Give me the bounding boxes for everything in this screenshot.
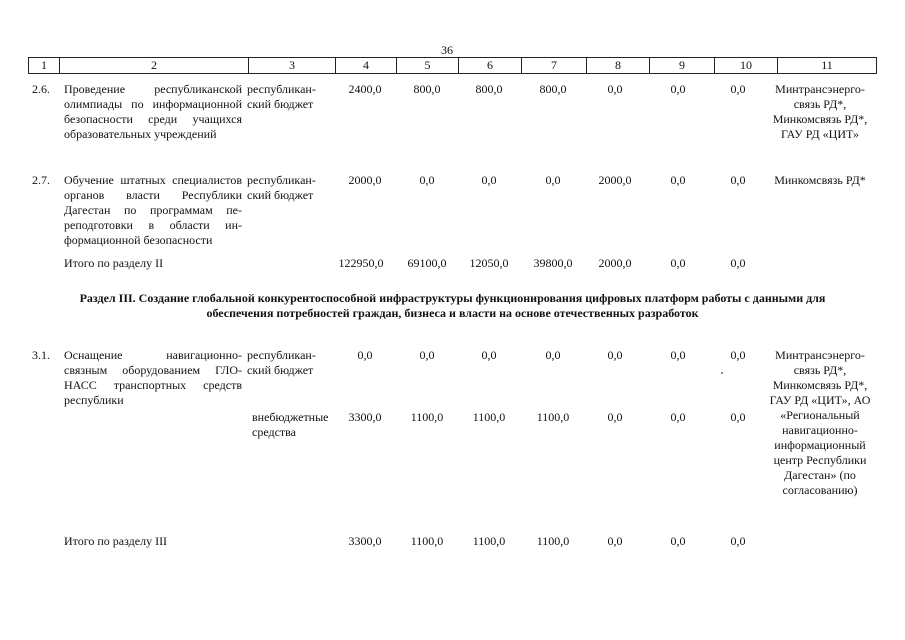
header-col-2: 2 bbox=[60, 58, 249, 74]
total-section-3-value-9: 0,0 bbox=[670, 534, 686, 548]
row-3-1-extrabudget-value-7: 1100,0 bbox=[536, 410, 570, 424]
row-2-6-value-8: 0,0 bbox=[607, 82, 623, 96]
row-2-7-name: Обучение штатных специалистов органов власти Республики Дагестан по программам переподготовки в области информационной безопасности bbox=[64, 173, 242, 247]
row-3-1-extrabudget-value-9: 0,0 bbox=[670, 410, 686, 424]
row-3-1-budget-value-8: 0,0 bbox=[607, 348, 623, 362]
row-2-6-name: Проведение республиканской олимпиады по информационной безопасности среди учащихся образовательных учреждений bbox=[64, 82, 242, 141]
row-2-7-value-9: 0,0 bbox=[670, 173, 686, 187]
row-2-7-executor: Минкомсвязь РД* bbox=[774, 173, 866, 187]
row-2-7-source: республиканский бюджет bbox=[247, 173, 316, 202]
row-3-1-name: Оснащение навигационно-связным оборудованием ГЛОНАСС транспортных средств республики bbox=[64, 348, 242, 407]
total-section-3-value-8: 0,0 bbox=[607, 534, 623, 548]
row-2-7-total: 2000,0 bbox=[348, 173, 382, 187]
scan-speck bbox=[721, 372, 723, 374]
row-3-1-budget-total: 0,0 bbox=[357, 348, 373, 362]
section-3-title: Раздел III. Создание глобальной конкурентоспособной инфраструктуры функционирования цифровых платформ работы с данными для обеспечения потребностей граждан, бизнеса и власти на основе отечественных разработок bbox=[79, 291, 826, 320]
row-2-6-executor: Минтрансэнергосвязь РД*, Минкомсвязь РД*, ГАУ РД «ЦИТ» bbox=[772, 82, 868, 141]
row-2-6-total: 2400,0 bbox=[348, 82, 382, 96]
row-2-6-source: республиканский бюджет bbox=[247, 82, 316, 111]
header-col-6: 6 bbox=[459, 58, 522, 74]
header-col-5: 5 bbox=[397, 58, 459, 74]
row-3-1-extrabudget-value-8: 0,0 bbox=[607, 410, 623, 424]
total-section-2-value-5: 69100,0 bbox=[407, 256, 447, 270]
row-2-7-value-5: 0,0 bbox=[419, 173, 435, 187]
row-3-1-extrabudget-value-10: 0,0 bbox=[730, 410, 746, 424]
row-2-7-value-7: 0,0 bbox=[545, 173, 561, 187]
row-3-1-budget-value-10: 0,0 bbox=[730, 348, 746, 362]
header-col-10: 10 bbox=[715, 58, 778, 74]
total-section-2-value-10: 0,0 bbox=[730, 256, 746, 270]
row-3-1-number: 3.1. bbox=[32, 348, 50, 362]
row-3-1-budget-value-7: 0,0 bbox=[545, 348, 561, 362]
row-3-1-budget-value-9: 0,0 bbox=[670, 348, 686, 362]
row-2-6-number: 2.6. bbox=[32, 82, 50, 96]
row-2-6-value-10: 0,0 bbox=[730, 82, 746, 96]
total-section-3-value-6: 1100,0 bbox=[472, 534, 506, 548]
total-section-2-value-6: 12050,0 bbox=[469, 256, 509, 270]
row-3-1-extrabudget-value-5: 1100,0 bbox=[410, 410, 444, 424]
total-section-2-label: Итого по разделу II bbox=[64, 256, 164, 270]
header-row bbox=[29, 58, 877, 74]
total-section-3-label: Итого по разделу III bbox=[64, 534, 168, 548]
column-number-header bbox=[28, 57, 877, 74]
total-section-3-value-7: 1100,0 bbox=[536, 534, 570, 548]
header-col-4: 4 bbox=[336, 58, 397, 74]
header-col-11: 11 bbox=[778, 58, 877, 74]
total-section-2-total: 122950,0 bbox=[338, 256, 384, 270]
row-3-1-executor: Минтрансэнергосвязь РД*, Минкомсвязь РД*, ГАУ РД «ЦИТ», АО «Региональный навигационно-информационный центр Республики Дагестан» (по согласованию) bbox=[769, 348, 871, 497]
header-col-1: 1 bbox=[29, 58, 60, 74]
row-2-6-value-5: 800,0 bbox=[413, 82, 441, 96]
row-3-1-extrabudget-total: 3300,0 bbox=[348, 410, 382, 424]
total-section-2-value-8: 2000,0 bbox=[598, 256, 632, 270]
row-3-1-budget-value-6: 0,0 bbox=[481, 348, 497, 362]
total-section-3-total: 3300,0 bbox=[348, 534, 382, 548]
row-3-1-extrabudget-value-6: 1100,0 bbox=[472, 410, 506, 424]
row-2-7-value-6: 0,0 bbox=[481, 173, 497, 187]
header-col-7: 7 bbox=[522, 58, 587, 74]
total-section-2-value-9: 0,0 bbox=[670, 256, 686, 270]
header-col-3: 3 bbox=[249, 58, 336, 74]
total-section-3-value-10: 0,0 bbox=[730, 534, 746, 548]
row-3-1-source-extrabudget: внебюджетные средства bbox=[252, 410, 329, 439]
header-col-8: 8 bbox=[587, 58, 650, 74]
row-3-1-source-budget: республиканский бюджет bbox=[247, 348, 316, 377]
row-2-7-value-8: 2000,0 bbox=[598, 173, 632, 187]
row-3-1-budget-value-5: 0,0 bbox=[419, 348, 435, 362]
row-2-6-value-9: 0,0 bbox=[670, 82, 686, 96]
row-2-7-number: 2.7. bbox=[32, 173, 50, 187]
header-col-9: 9 bbox=[650, 58, 715, 74]
page-number: 36 bbox=[441, 43, 453, 57]
row-2-7-value-10: 0,0 bbox=[730, 173, 746, 187]
row-2-6-value-6: 800,0 bbox=[475, 82, 503, 96]
total-section-2-value-7: 39800,0 bbox=[533, 256, 573, 270]
row-2-6-value-7: 800,0 bbox=[539, 82, 567, 96]
total-section-3-value-5: 1100,0 bbox=[410, 534, 444, 548]
